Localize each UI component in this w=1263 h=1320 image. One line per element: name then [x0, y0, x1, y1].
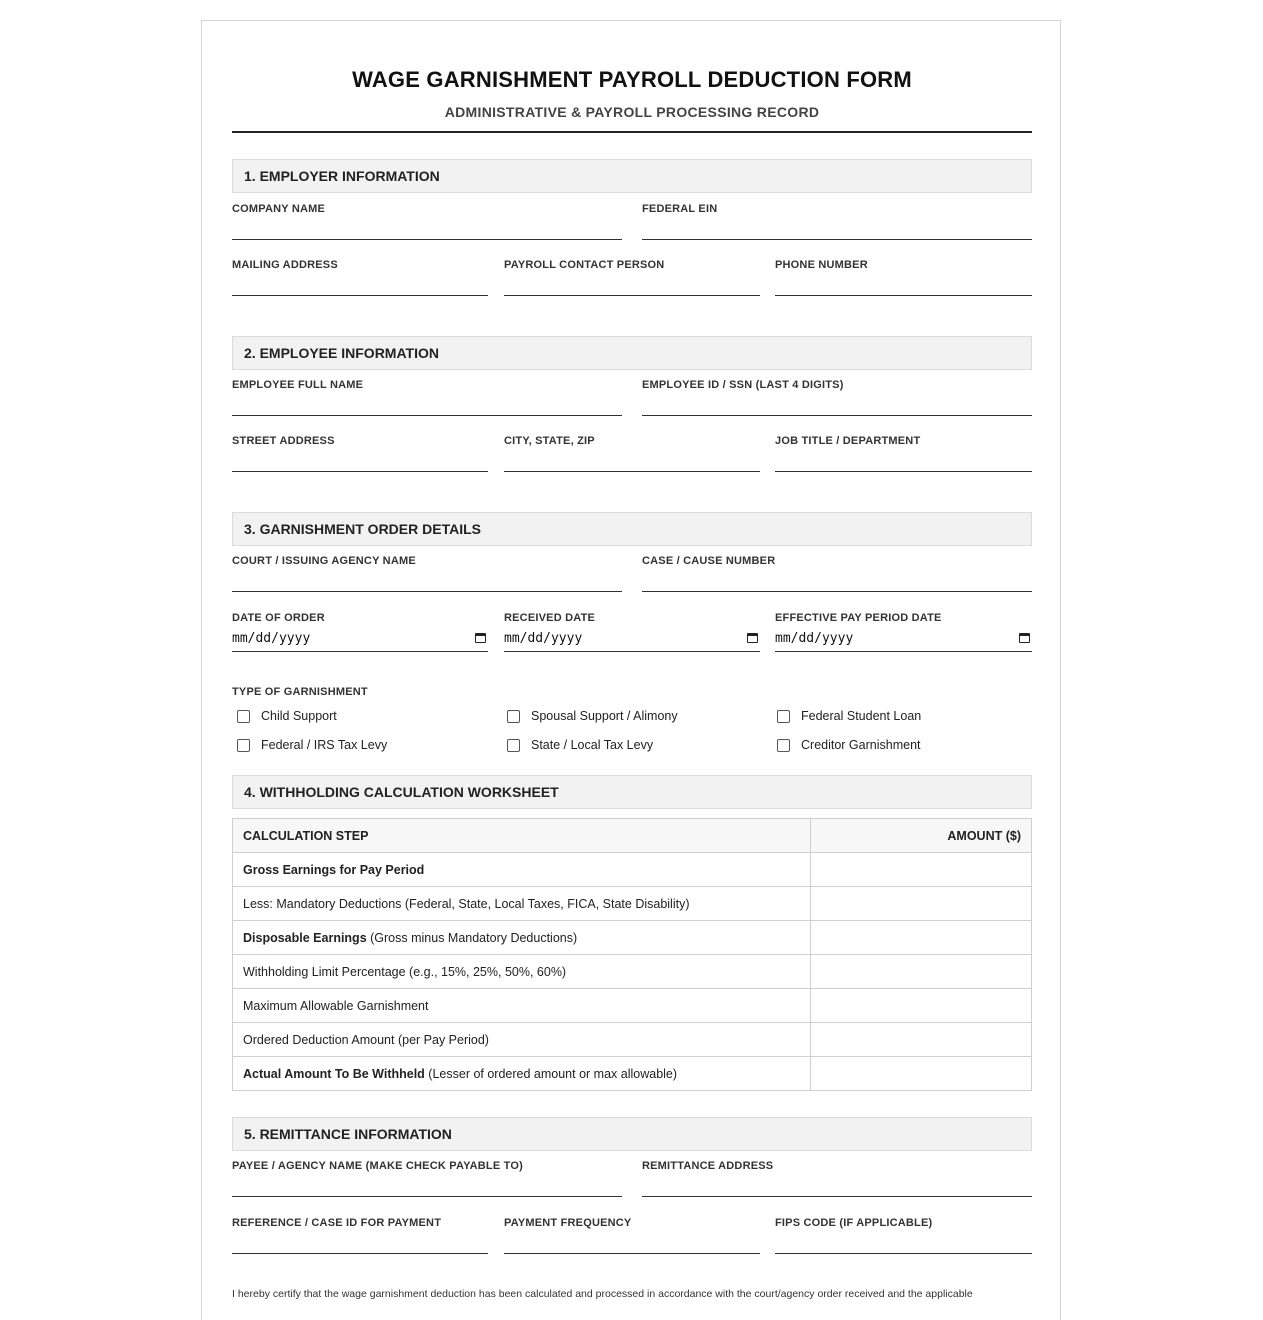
section-header-employer: 1. EMPLOYER INFORMATION — [232, 159, 1032, 193]
street-address-field[interactable] — [232, 435, 488, 479]
fips-code-label: FIPS CODE (IF APPLICABLE) — [775, 1217, 933, 1229]
checkbox-label: Child Support — [261, 709, 337, 723]
remittance-address-label: REMITTANCE ADDRESS — [642, 1160, 774, 1172]
calc-step-cell — [233, 1023, 811, 1057]
amount-cell[interactable] — [811, 1023, 1032, 1057]
mailing-address-label: MAILING ADDRESS — [232, 259, 338, 271]
withholding-worksheet-table — [232, 818, 1032, 1091]
table-row — [233, 853, 1032, 887]
checkbox-label: Federal / IRS Tax Levy — [261, 738, 388, 752]
company-name-field[interactable] — [232, 203, 622, 247]
federal-ein-field[interactable] — [642, 203, 1032, 247]
checkbox-square[interactable] — [237, 710, 250, 723]
calc-step-cell — [233, 1057, 811, 1091]
section-header-order: 3. GARNISHMENT ORDER DETAILS — [232, 512, 1032, 546]
payment-frequency-line — [504, 1253, 760, 1254]
calendar-icon[interactable] — [1019, 633, 1030, 643]
date-of-order-field — [232, 612, 488, 658]
form-title: WAGE GARNISHMENT PAYROLL DEDUCTION FORM — [352, 67, 912, 92]
phone-number-line — [775, 295, 1032, 296]
company-name-label: COMPANY NAME — [232, 203, 326, 215]
table-row — [233, 1057, 1032, 1091]
amount-cell[interactable] — [811, 921, 1032, 955]
column-header-step: CALCULATION STEP — [233, 819, 811, 853]
effective-date-input[interactable] — [775, 626, 1032, 652]
step-bold-text: Gross Earnings for Pay Period — [243, 862, 425, 877]
remittance-address-field[interactable] — [642, 1160, 1032, 1204]
header-divider — [232, 131, 1032, 133]
column-header-amount: AMOUNT ($) — [811, 819, 1032, 853]
checkbox-square[interactable] — [237, 739, 250, 752]
calc-step-cell — [233, 853, 811, 887]
checkbox-square[interactable] — [777, 710, 790, 723]
date-of-order-label: DATE OF ORDER — [232, 612, 325, 624]
amount-cell[interactable] — [811, 853, 1032, 887]
step-text: (Lesser of ordered amount or max allowable) — [424, 1066, 678, 1081]
effective-date-placeholder: mm/dd/yyyy — [775, 631, 854, 646]
step-text: Maximum Allowable Garnishment — [243, 998, 429, 1013]
street-address-line — [232, 471, 488, 472]
employee-full-name-label: EMPLOYEE FULL NAME — [232, 379, 364, 391]
mailing-address-field[interactable] — [232, 259, 488, 303]
payment-frequency-label: PAYMENT FREQUENCY — [504, 1217, 632, 1229]
amount-cell[interactable] — [811, 887, 1032, 921]
payment-frequency-field[interactable] — [504, 1217, 760, 1261]
checkbox-label: Creditor Garnishment — [801, 738, 921, 752]
federal-ein-line — [642, 239, 1032, 240]
calc-step-cell — [233, 921, 811, 955]
date-of-order-placeholder: mm/dd/yyyy — [232, 631, 311, 646]
employee-id-field[interactable] — [642, 379, 1032, 423]
amount-cell[interactable] — [811, 1057, 1032, 1091]
calc-step-cell — [233, 989, 811, 1023]
table-header-row — [233, 819, 1032, 853]
job-title-label: JOB TITLE / DEPARTMENT — [775, 435, 921, 447]
company-name-line — [232, 239, 622, 240]
employee-id-label: EMPLOYEE ID / SSN (LAST 4 DIGITS) — [642, 379, 844, 391]
step-bold-text: Disposable Earnings — [243, 930, 367, 945]
fips-code-line — [775, 1253, 1032, 1254]
mailing-address-line — [232, 295, 488, 296]
case-number-line — [642, 591, 1032, 592]
form-subtitle: ADMINISTRATIVE & PAYROLL PROCESSING RECORD — [444, 104, 820, 120]
city-state-zip-line — [504, 471, 760, 472]
checkbox-label: State / Local Tax Levy — [531, 738, 654, 752]
calendar-icon[interactable] — [747, 633, 758, 643]
calendar-icon[interactable] — [475, 633, 486, 643]
court-name-label: COURT / ISSUING AGENCY NAME — [232, 555, 416, 567]
calc-step-cell — [233, 955, 811, 989]
calc-step-cell — [233, 887, 811, 921]
received-date-placeholder: mm/dd/yyyy — [504, 631, 583, 646]
table-row — [233, 1023, 1032, 1057]
received-date-field — [504, 612, 760, 658]
payment-reference-line — [232, 1253, 488, 1254]
case-number-label: CASE / CAUSE NUMBER — [642, 555, 776, 567]
phone-number-field[interactable] — [775, 259, 1032, 303]
case-number-field[interactable] — [642, 555, 1032, 599]
step-text: Less: Mandatory Deductions (Federal, State, Local Taxes, FICA, State Disability) — [243, 896, 690, 911]
table-row — [233, 887, 1032, 921]
section-header-remittance: 5. REMITTANCE INFORMATION — [232, 1117, 1032, 1151]
effective-date-field — [775, 612, 1032, 658]
table-row — [233, 989, 1032, 1023]
step-text: Ordered Deduction Amount (per Pay Period) — [243, 1032, 489, 1047]
table-row — [233, 921, 1032, 955]
garnishment-type-label: TYPE OF GARNISHMENT — [232, 686, 368, 698]
job-title-line — [775, 471, 1032, 472]
remittance-address-line — [642, 1196, 1032, 1197]
payment-reference-field[interactable] — [232, 1217, 488, 1261]
employee-id-line — [642, 415, 1032, 416]
fips-code-field[interactable] — [775, 1217, 1032, 1261]
section-header-worksheet: 4. WITHHOLDING CALCULATION WORKSHEET — [232, 775, 1032, 809]
federal-ein-label: FEDERAL EIN — [642, 203, 718, 215]
payroll-contact-line — [504, 295, 760, 296]
phone-number-label: PHONE NUMBER — [775, 259, 868, 271]
amount-cell[interactable] — [811, 955, 1032, 989]
form-page — [201, 20, 1061, 1320]
amount-cell[interactable] — [811, 989, 1032, 1023]
step-text: (Gross minus Mandatory Deductions) — [366, 930, 578, 945]
checkbox-square[interactable] — [507, 710, 520, 723]
street-address-label: STREET ADDRESS — [232, 435, 335, 447]
payee-name-line — [232, 1196, 622, 1197]
employee-full-name-field[interactable] — [232, 379, 622, 423]
table-row — [233, 955, 1032, 989]
section-header-employee: 2. EMPLOYEE INFORMATION — [232, 336, 1032, 370]
court-name-line — [232, 591, 622, 592]
job-title-field[interactable] — [775, 435, 1032, 479]
step-text: Withholding Limit Percentage (e.g., 15%, 25%, 50%, 60%) — [243, 964, 567, 979]
checkbox-square[interactable] — [507, 739, 520, 752]
payroll-contact-label: PAYROLL CONTACT PERSON — [504, 259, 665, 271]
payroll-contact-field[interactable] — [504, 259, 760, 303]
effective-date-label: EFFECTIVE PAY PERIOD DATE — [775, 612, 942, 624]
city-state-zip-label: CITY, STATE, ZIP — [504, 435, 595, 447]
court-name-field[interactable] — [232, 555, 622, 599]
received-date-label: RECEIVED DATE — [504, 612, 596, 624]
received-date-input[interactable] — [504, 626, 760, 652]
step-bold-text: Actual Amount To Be Withheld — [243, 1066, 425, 1081]
payment-reference-label: REFERENCE / CASE ID FOR PAYMENT — [232, 1217, 442, 1229]
city-state-zip-field[interactable] — [504, 435, 760, 479]
employee-full-name-line — [232, 415, 622, 416]
checkbox-label: Spousal Support / Alimony — [531, 709, 678, 723]
payee-name-label: PAYEE / AGENCY NAME (MAKE CHECK PAYABLE TO) — [232, 1160, 523, 1172]
date-of-order-input[interactable] — [232, 626, 488, 652]
payee-name-field[interactable] — [232, 1160, 622, 1204]
certification-text: I hereby certify that the wage garnishment deduction has been calculated and processed in accordance with the court/agency order received and the applicable — [232, 1288, 973, 1300]
checkbox-square[interactable] — [777, 739, 790, 752]
checkbox-label: Federal Student Loan — [801, 709, 922, 723]
